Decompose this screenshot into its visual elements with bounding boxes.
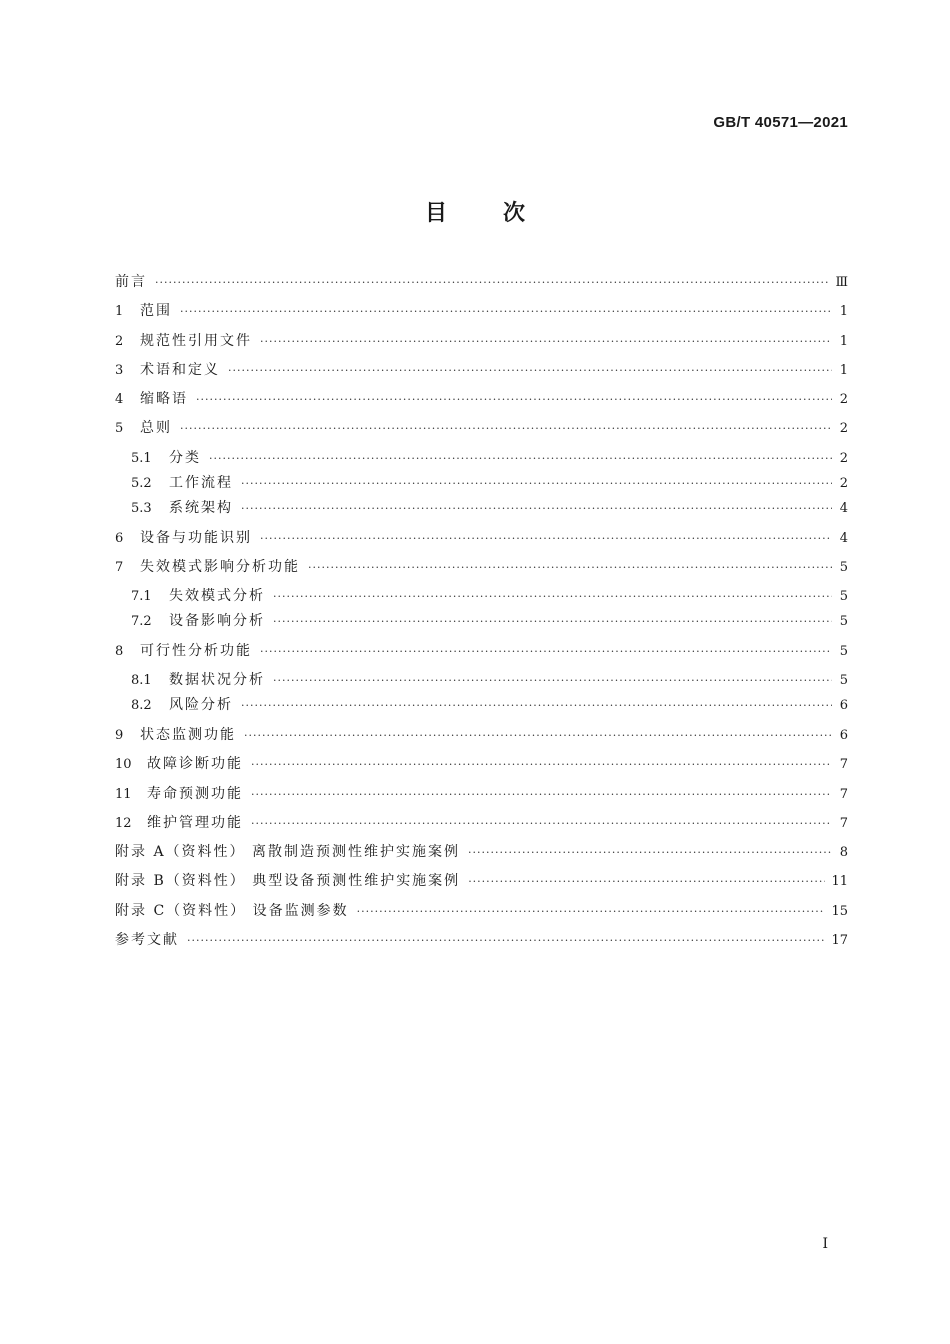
toc-entry-label: 参考文献	[115, 932, 179, 948]
toc-entry-page: 17	[831, 933, 848, 948]
toc-entry-number: 11	[115, 786, 132, 802]
toc-entry[interactable]	[115, 498, 848, 528]
toc-entry-number: 12	[115, 815, 132, 831]
toc-entry-label: 前言	[115, 274, 147, 290]
table-of-contents	[115, 272, 848, 959]
toc-entry-number: 4	[115, 392, 124, 408]
toc-dot-leader	[241, 499, 832, 519]
toc-entry-label: 规范性引用文件	[140, 332, 252, 349]
toc-entry-page: 11	[831, 874, 848, 890]
toc-dot-leader	[209, 449, 832, 469]
toc-entry[interactable]	[115, 901, 848, 930]
toc-entry-page: 2	[839, 421, 848, 437]
toc-entry[interactable]	[115, 389, 848, 418]
toc-dot-leader	[273, 587, 832, 607]
toc-entry-page: 5	[839, 589, 848, 605]
toc-entry-label: 失效模式影响分析功能	[140, 558, 300, 575]
toc-entry[interactable]	[115, 418, 848, 447]
toc-entry-label: 术语和定义	[140, 361, 220, 378]
toc-entry-page: 2	[839, 392, 848, 408]
toc-entry-number: 5	[115, 421, 124, 437]
toc-entry-label: 失效模式分析	[169, 588, 265, 605]
toc-dot-leader	[180, 419, 832, 439]
toc-entry-label: 总则	[140, 420, 172, 437]
toc-entry-number: 8.1	[131, 673, 152, 689]
toc-dot-leader	[260, 529, 832, 549]
page-title: 目次	[424, 201, 581, 226]
toc-entry-page: 5	[839, 673, 848, 689]
toc-entry-page: 6	[839, 727, 848, 743]
toc-entry-page: 7	[839, 815, 848, 831]
toc-entry-page: 2	[839, 475, 848, 491]
toc-entry[interactable]	[115, 641, 848, 670]
toc-entry-number: 9	[115, 727, 124, 743]
toc-entry[interactable]	[115, 930, 848, 959]
toc-dot-leader	[180, 302, 832, 322]
toc-entry-label: 故障诊断功能	[147, 756, 243, 773]
toc-entry-number: 5.1	[131, 450, 152, 466]
toc-entry[interactable]	[115, 695, 848, 725]
toc-entry-label: 工作流程	[169, 474, 233, 491]
toc-dot-leader	[196, 390, 832, 410]
toc-dot-leader	[241, 696, 832, 716]
toc-entry-label: 寿命预测功能	[147, 785, 243, 802]
toc-entry-number: 2	[115, 333, 124, 349]
toc-entry-label: 可行性分析功能	[140, 642, 252, 659]
toc-entry-page: 1	[839, 362, 848, 378]
toc-dot-leader	[260, 642, 832, 662]
toc-entry[interactable]	[115, 473, 848, 498]
toc-entry-label: 附录 B（资料性） 典型设备预测性维护实施案例	[115, 873, 461, 890]
toc-entry-label: 维护管理功能	[147, 814, 243, 831]
toc-entry-label: 缩略语	[140, 391, 188, 408]
toc-entry-number: 3	[115, 362, 124, 378]
toc-entry-page: 7	[839, 757, 848, 773]
toc-dot-leader	[308, 558, 832, 578]
page-number: I	[822, 1236, 828, 1252]
toc-entry-number: 8.2	[131, 698, 152, 714]
toc-dot-leader	[251, 785, 832, 805]
toc-entry-number: 7.2	[131, 614, 152, 630]
toc-entry-number: 8	[115, 643, 124, 659]
toc-dot-leader	[155, 273, 829, 293]
toc-entry-number: 7	[115, 559, 124, 575]
toc-dot-leader	[244, 726, 832, 746]
toc-entry[interactable]	[115, 528, 848, 557]
toc-dot-leader	[273, 671, 832, 691]
toc-entry-number: 7.1	[131, 589, 152, 605]
toc-entry-label: 状态监测功能	[140, 726, 236, 743]
toc-dot-leader	[273, 612, 832, 632]
toc-entry-number: 1	[115, 304, 124, 320]
toc-entry-page: 1	[839, 333, 848, 349]
toc-entry[interactable]	[115, 331, 848, 360]
toc-dot-leader	[468, 843, 832, 863]
toc-entry-page: Ⅲ	[835, 275, 848, 290]
toc-entry-page: 6	[839, 698, 848, 714]
toc-entry[interactable]	[115, 448, 848, 473]
toc-entry-label: 范围	[140, 303, 172, 320]
toc-entry-page: 15	[831, 903, 848, 919]
toc-dot-leader	[251, 814, 832, 834]
toc-entry-label: 设备影响分析	[169, 613, 265, 630]
toc-entry-page: 5	[839, 643, 848, 659]
toc-entry[interactable]	[115, 754, 848, 783]
toc-entry[interactable]	[115, 557, 848, 586]
toc-entry-page: 8	[839, 845, 848, 861]
toc-entry[interactable]	[115, 871, 848, 900]
toc-dot-leader	[357, 902, 826, 922]
toc-entry-label: 系统架构	[169, 500, 233, 517]
toc-entry[interactable]	[115, 272, 848, 301]
toc-entry[interactable]	[115, 725, 848, 754]
toc-dot-leader	[187, 931, 825, 951]
toc-entry-label: 风险分析	[169, 697, 233, 714]
toc-entry-page: 1	[839, 304, 848, 320]
toc-entry[interactable]	[115, 670, 848, 695]
toc-entry-page: 2	[839, 450, 848, 466]
toc-entry-label: 设备与功能识别	[140, 529, 252, 546]
toc-entry-number: 5.3	[131, 501, 152, 517]
toc-entry-label: 附录 A（资料性） 离散制造预测性维护实施案例	[115, 844, 461, 861]
toc-entry-page: 4	[839, 530, 848, 546]
toc-entry[interactable]	[115, 813, 848, 842]
toc-entry-page: 5	[839, 614, 848, 630]
toc-entry-label: 附录 C（资料性） 设备监测参数	[115, 902, 349, 919]
toc-entry-page: 5	[839, 559, 848, 575]
toc-entry-number: 6	[115, 530, 124, 546]
standard-code: GB/T 40571—2021	[713, 114, 848, 131]
toc-entry-number: 10	[115, 757, 132, 773]
toc-entry-label: 分类	[169, 449, 201, 466]
toc-entry[interactable]	[115, 301, 848, 330]
toc-entry[interactable]	[115, 611, 848, 641]
toc-entry-number: 5.2	[131, 475, 152, 491]
toc-entry-label: 数据状况分析	[169, 672, 265, 689]
toc-dot-leader	[251, 755, 832, 775]
toc-dot-leader	[468, 872, 825, 892]
toc-entry[interactable]	[115, 784, 848, 813]
toc-entry-page: 4	[839, 501, 848, 517]
toc-entry-page: 7	[839, 786, 848, 802]
toc-entry[interactable]	[115, 586, 848, 611]
toc-entry[interactable]	[115, 842, 848, 871]
toc-dot-leader	[241, 474, 832, 494]
toc-entry[interactable]	[115, 360, 848, 389]
toc-dot-leader	[228, 361, 832, 381]
toc-dot-leader	[260, 332, 832, 352]
